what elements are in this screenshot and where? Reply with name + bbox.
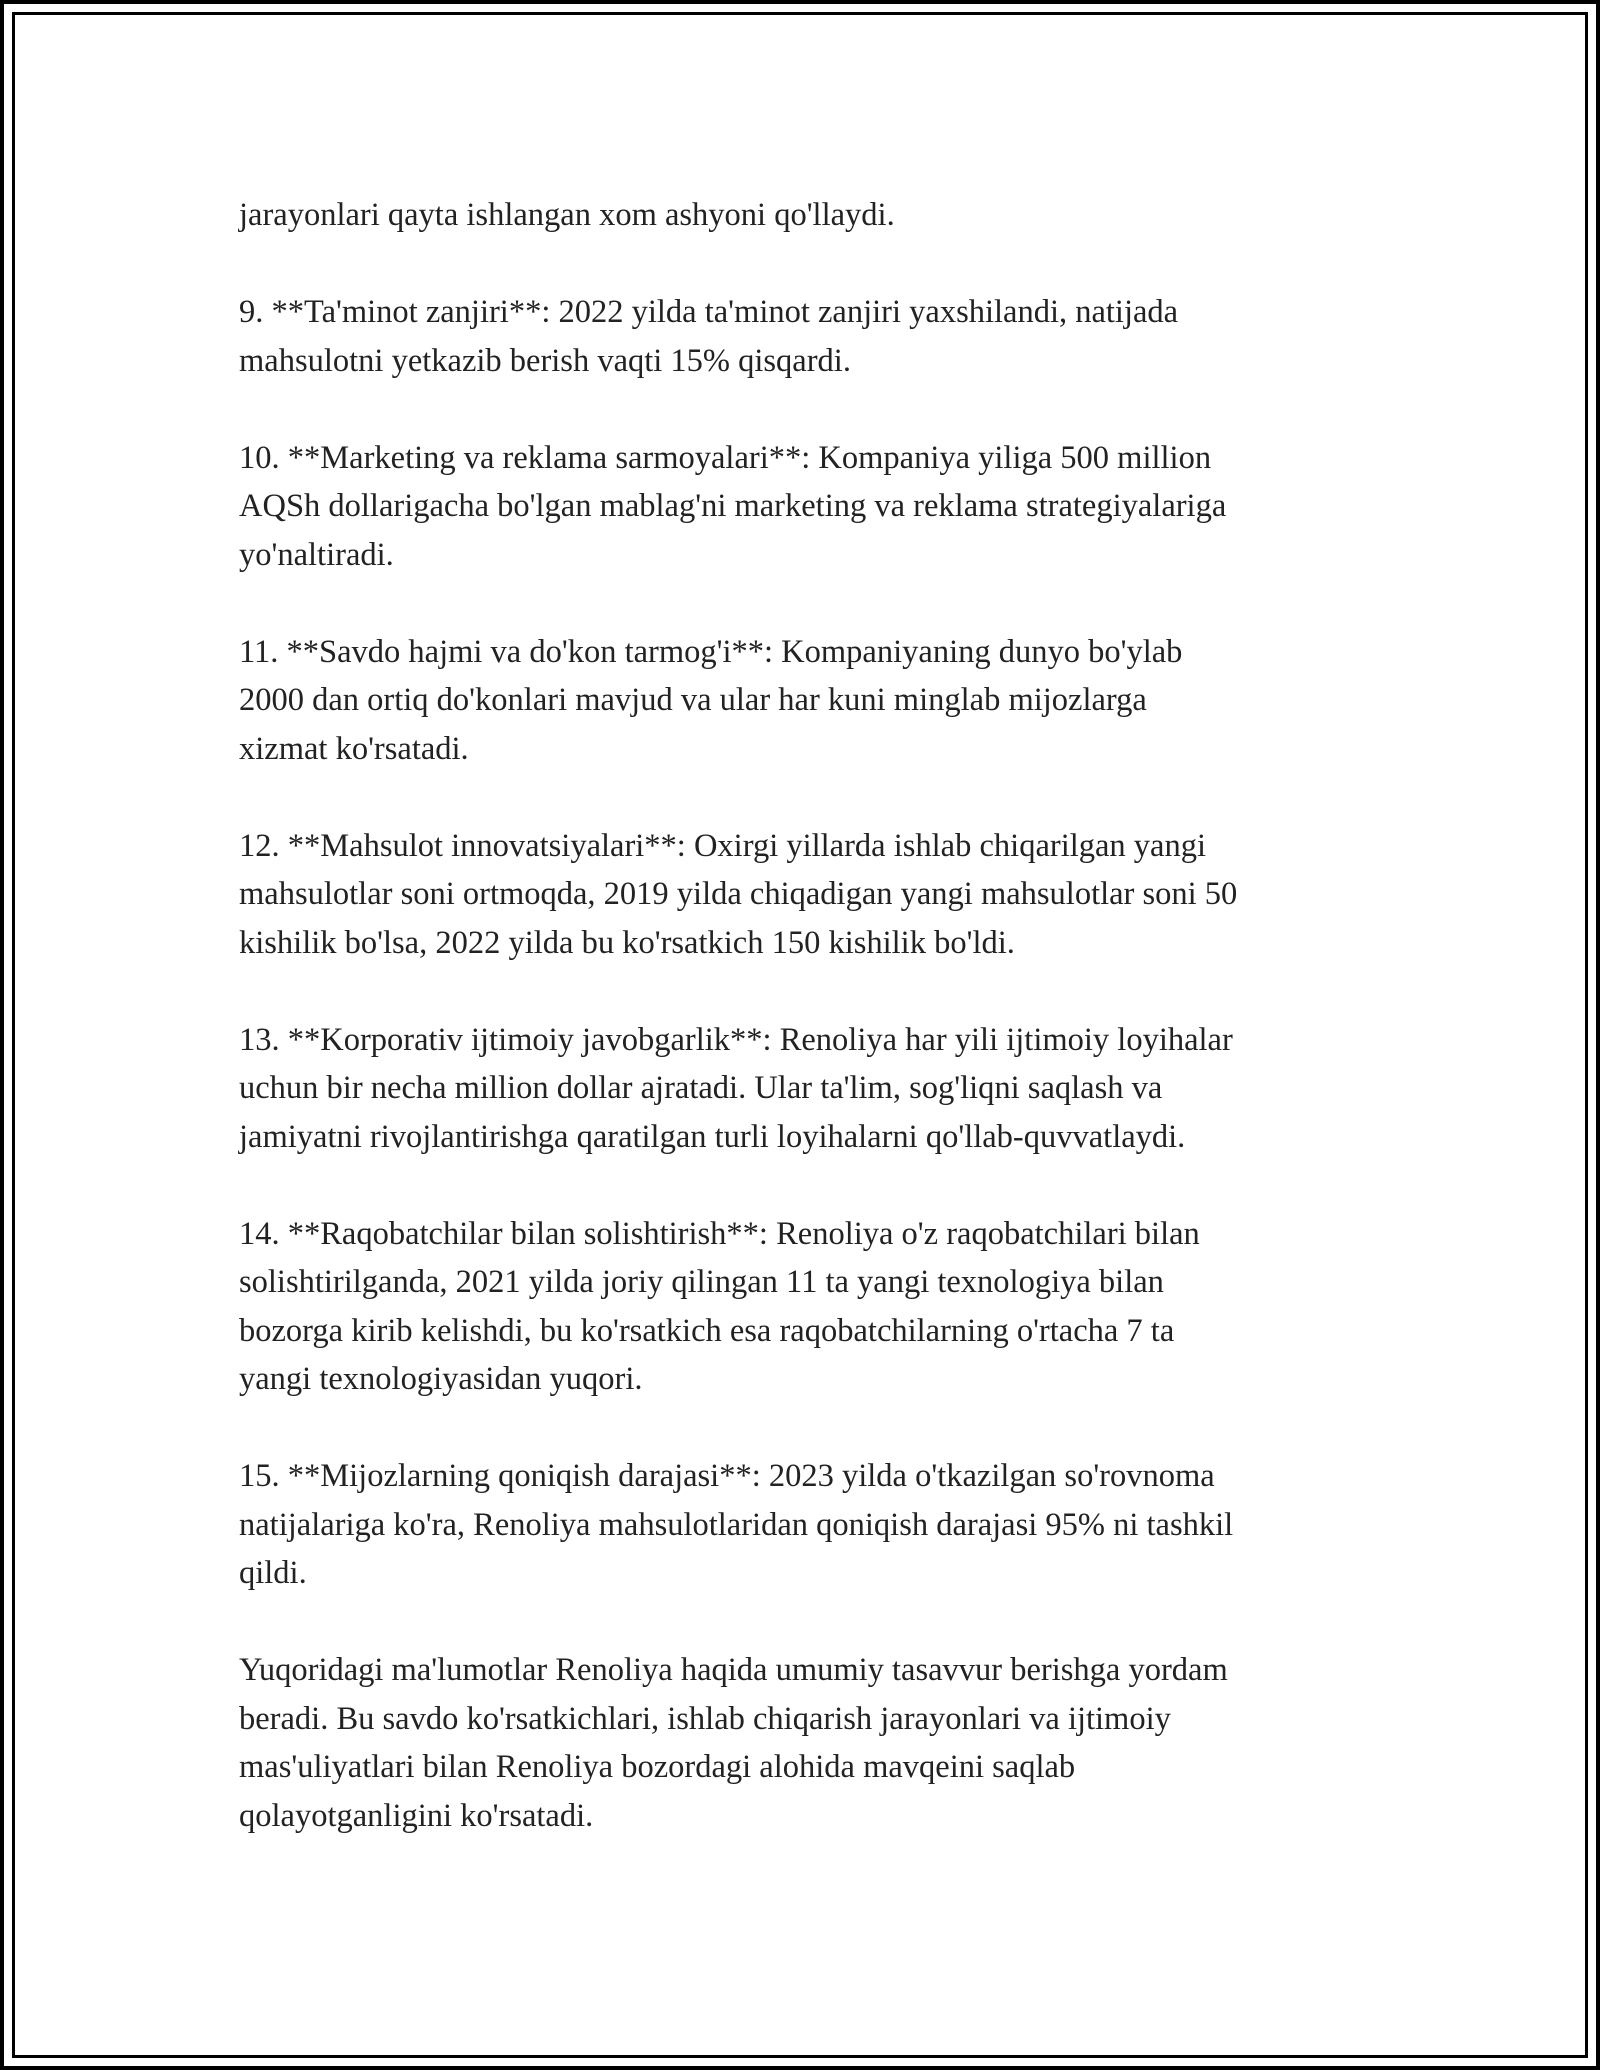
text-line: solishtirilganda, 2021 yilda joriy qilingan 11 ta yangi texnologiya bilan	[239, 1264, 1164, 1300]
text-line: bozorga kirib kelishdi, bu ko'rsatkich esa raqobatchilarning o'rtacha 7 ta	[239, 1312, 1175, 1349]
text-line: 11. **Savdo hajmi va do'kon tarmog'i**: Kompaniyaning dunyo bo'ylab	[239, 633, 1183, 670]
text-line: 13. **Korporativ ijtimoiy javobgarlik**: Renoliya har yili ijtimoiy loyihalar	[239, 1021, 1233, 1058]
paragraph-item-14	[239, 1210, 1389, 1404]
text-line: 12. **Mahsulot innovatsiyalari**: Oxirgi yillarda ishlab chiqarilgan yangi	[239, 827, 1207, 864]
text-line: 10. **Marketing va reklama sarmoyalari**: Kompaniya yiliga 500 million	[239, 439, 1212, 476]
paragraph-item-15	[239, 1452, 1389, 1598]
text-line: 2000 dan ortiq do'konlari mavjud va ular har kuni minglab mijozlarga	[239, 682, 1147, 718]
text-line: Yuqoridagi ma'lumotlar Renoliya haqida umumiy tasavvur berishga yordam	[239, 1652, 1228, 1688]
text-line: kishilik bo'lsa, 2022 yilda bu ko'rsatkich 150 kishilik bo'ldi.	[239, 924, 1015, 961]
text-line: mahsulotlar soni ortmoqda, 2019 yilda chiqadigan yangi mahsulotlar soni 50	[239, 876, 1238, 912]
document-body	[239, 191, 1389, 1889]
text-line: 9. **Ta'minot zanjiri**: 2022 yilda ta'minot zanjiri yaxshilandi, natijada	[239, 294, 1179, 330]
text-line: mahsulotni yetkazib berish vaqti 15% qisqardi.	[239, 342, 851, 379]
text-line: xizmat ko'rsatadi.	[239, 730, 469, 767]
paragraph-item-10	[239, 434, 1389, 580]
paragraph-item-13	[239, 1016, 1389, 1162]
paragraph-continuation	[239, 191, 1389, 240]
paragraph-item-9	[239, 288, 1389, 385]
paragraph-conclusion	[239, 1646, 1389, 1840]
text-line: mas'uliyatlari bilan Renoliya bozordagi alohida mavqeini saqlab	[239, 1749, 1076, 1785]
text-line: yangi texnologiyasidan yuqori.	[239, 1361, 643, 1397]
text-line: 15. **Mijozlarning qoniqish darajasi**: 2023 yilda o'tkazilgan so'rovnoma	[239, 1458, 1215, 1494]
text-line: natijalariga ko'ra, Renoliya mahsulotlaridan qoniqish darajasi 95% ni tashkil	[239, 1506, 1234, 1543]
text-line: AQSh dollarigacha bo'lgan mablag'ni marketing va reklama strategiyalariga	[239, 488, 1227, 524]
text-line: uchun bir necha million dollar ajratadi. Ular ta'lim, sog'liqni saqlash va	[239, 1070, 1163, 1106]
text-line: qolayotganligini ko'rsatadi.	[239, 1797, 594, 1834]
text-line: 14. **Raqobatchilar bilan solishtirish**: Renoliya o'z raqobatchilari bilan	[239, 1215, 1200, 1252]
paragraph-item-11	[239, 628, 1389, 774]
text-line: jamiyatni rivojlantirishga qaratilgan turli loyihalarni qo'llab-quvvatlaydi.	[239, 1118, 1186, 1155]
text-line: qildi.	[239, 1555, 307, 1591]
text-line: jarayonlari qayta ishlangan xom ashyoni qo'llaydi.	[239, 197, 895, 233]
paragraph-item-12	[239, 822, 1389, 968]
text-line: beradi. Bu savdo ko'rsatkichlari, ishlab chiqarish jarayonlari va ijtimoiy	[239, 1700, 1171, 1737]
text-line: yo'naltiradi.	[239, 536, 394, 573]
